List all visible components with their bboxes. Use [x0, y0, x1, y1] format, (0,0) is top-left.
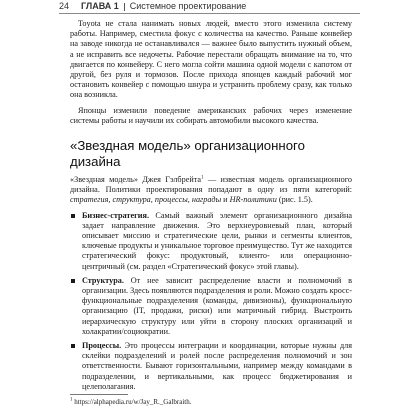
bullet-marker: [71, 214, 75, 218]
footnote-reference: 1: [201, 175, 204, 181]
item-text: Самый важный элемент организационного дизайна задает направление движения. Это верхнеуровневый план, который описывает миссию и стратегические цели, рынки и сегменты клиентов, ключевые продукты и уникальное торговое преимущество. Тут же находится стратегический фокус: продуктовый, клиенто- или операционно-центричный (см. раздел «Стратегический фокус» этой главы).: [82, 210, 352, 271]
bullet-marker: [71, 279, 75, 283]
paragraph-star-model: [70, 175, 352, 206]
footnote-number: 1: [70, 397, 73, 403]
paragraph-toyota: Toyota не стала нанимать новых людей, вместо этого изменила систему работы. Например, сместила фокус с количества на качество. Раньше конвейер на заводе никогда не останавливался — важнее было выпустить нужный объем, а не исправить все недочеты. Рабочие перестали обращать внимание на то, что двигается по конвейеру. С него могла сойти машина одной модели с капотом от другой, без руля и тормозов. После прихода японцев каждый рабочий мог остановить конвейер с помощью шнура и устранить проблему сразу, как только она возникла.: [70, 19, 352, 100]
intro-text-a: «Звездная модель» Джея Гэлбрейта: [70, 175, 202, 185]
running-header: [59, 0, 360, 14]
footnote: [70, 398, 191, 407]
hr-emphasis: HR-политики: [229, 195, 277, 205]
design-policy-list: [70, 211, 352, 392]
item-text: От нее зависит распределение власти и полномочий в организации. Здесь появляются подразделения и роли. Можно создать кросс-функциональные подразделения (команды, дивизионы), функциональную организацию (IT, продажи, риски) или матричный гибрид. Выстроить иерархическую структуру или уйти в сторону плоских организаций и холакратии/социократии.: [82, 275, 352, 336]
item-term: Бизнес-стратегия.: [82, 210, 149, 220]
list-item-processes: [70, 341, 352, 392]
footnote-link[interactable]: https://alphapedia.ru/w/Jay_R._Galbraith.: [74, 398, 192, 406]
list-item-structure: [70, 276, 352, 337]
intro-and: и: [221, 195, 230, 205]
list-item-strategy: [70, 211, 352, 272]
section-heading: «Звездная модель» организационного дизайна: [70, 138, 305, 169]
item-text: Это процессы интеграции и координации, которые нужны для склейки подразделений и ролей после распределения полномочий и зон ответственности. Бывают горизонтальными, например между командами в подразделении, и вертикальными, как процесс бюджетирования и целеполагания.: [82, 341, 352, 391]
footnote-divider: [70, 394, 128, 395]
page-body: [70, 19, 352, 396]
item-term: Процессы.: [82, 341, 122, 351]
header-divider: [124, 3, 125, 11]
bullet-marker: [71, 344, 75, 348]
chapter-label: ГЛАВА 1: [81, 1, 119, 11]
page-number: 24: [59, 1, 70, 11]
chapter-title: Системное проектирование: [129, 1, 247, 11]
item-term: Структура.: [82, 275, 124, 285]
intro-text-b: — известная модель организационного дизайна. Политики проектирования попадают в одну из пяти категорий:: [70, 175, 352, 195]
paragraph-japanese: Японцы изменили поведение американских рабочих через изменение системы работы и научили их собирать автомобили высокого качества.: [70, 105, 352, 125]
categories-emphasis: стратегия, структура, процессы, награды: [70, 195, 222, 205]
intro-text-c: (рис. 1.5).: [276, 195, 313, 205]
